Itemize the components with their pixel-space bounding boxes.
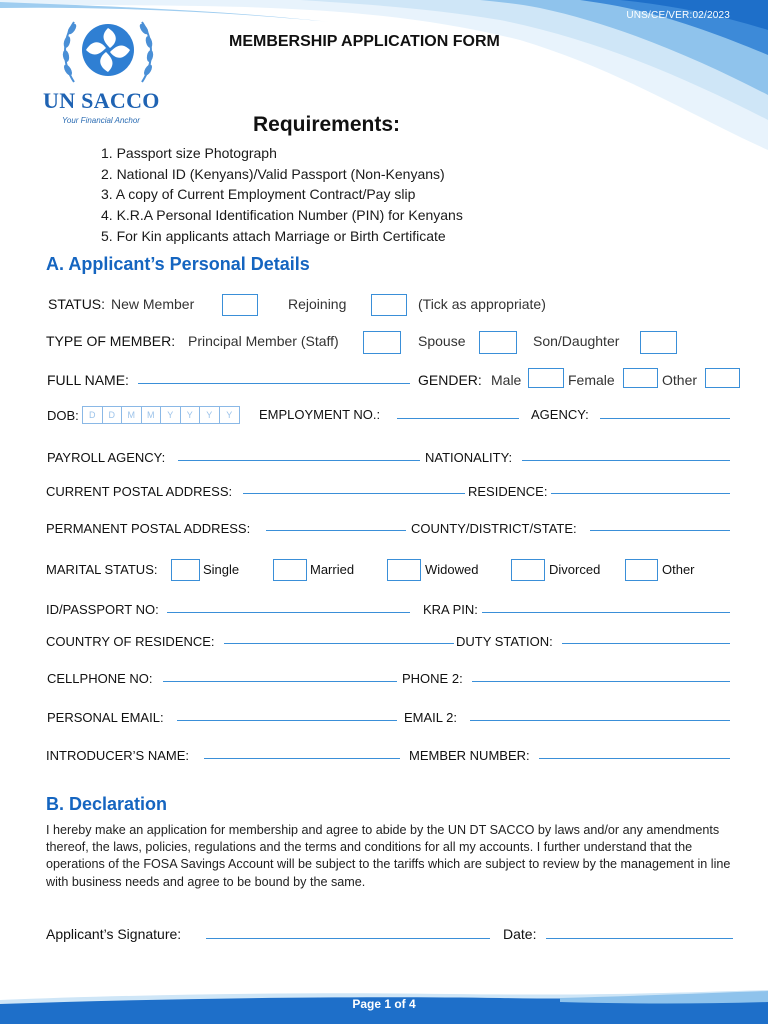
gender-option-other: Other — [662, 372, 698, 388]
form-version-code: UNS/CE/VER:02/2023 — [626, 10, 730, 21]
form-title: MEMBERSHIP APPLICATION FORM — [229, 33, 500, 50]
introducer-field[interactable] — [204, 758, 400, 759]
rejoining-checkbox[interactable] — [371, 294, 407, 316]
gender-other-checkbox[interactable] — [705, 368, 740, 388]
requirement-item: 3. A copy of Current Employment Contract/Pay slip — [101, 186, 416, 202]
married-checkbox[interactable] — [273, 559, 307, 581]
marital-option-widowed: Widowed — [425, 562, 479, 577]
id-passport-field[interactable] — [167, 612, 410, 613]
dob-cell: M — [142, 407, 162, 423]
marital-status-label: MARITAL STATUS: — [46, 562, 158, 577]
dob-cell: Y — [200, 407, 220, 423]
phone2-label: PHONE 2: — [402, 671, 463, 686]
residence-label: RESIDENCE: — [468, 484, 548, 499]
un-sacco-logo — [60, 12, 156, 90]
widowed-checkbox[interactable] — [387, 559, 421, 581]
declaration-text: I hereby make an application for membership and agree to abide by the UN DT SACCO by laws and/or any amendments thereof, the laws, policies, regulations and the terms and conditions for all my accounts. I further understand that the operations of the FOSA Savings Account will be subject to the tariffs which are subject to review by the management in line with business needs and agree to be bound by the same. — [46, 823, 731, 889]
payroll-agency-field[interactable] — [178, 460, 420, 461]
type-option-spouse: Spouse — [418, 333, 466, 349]
type-option-principal: Principal Member (Staff) — [188, 333, 339, 349]
full-name-label: FULL NAME: — [47, 372, 129, 388]
requirement-item: 4. K.R.A Personal Identification Number (PIN) for Kenyans — [101, 207, 463, 223]
dob-cell: Y — [181, 407, 201, 423]
personal-email-label: PERSONAL EMAIL: — [47, 710, 164, 725]
dob-cell: Y — [226, 410, 233, 420]
type-option-son-daughter: Son/Daughter — [533, 333, 620, 349]
agency-label: AGENCY: — [531, 407, 589, 422]
principal-member-checkbox[interactable] — [363, 331, 401, 354]
dob-cell: D — [103, 407, 123, 423]
status-option-rejoining: Rejoining — [288, 296, 347, 312]
cellphone-field[interactable] — [163, 681, 397, 682]
nationality-label: NATIONALITY: — [425, 450, 513, 465]
introducer-label: INTRODUCER’S NAME: — [46, 748, 190, 763]
dob-input[interactable] — [82, 406, 240, 424]
date-label: Date: — [503, 926, 537, 942]
marital-other-checkbox[interactable] — [625, 559, 658, 581]
dob-label: DOB: — [47, 408, 79, 423]
dob-cell: M — [122, 407, 142, 423]
nationality-field[interactable] — [522, 460, 730, 461]
marital-option-single: Single — [203, 562, 240, 577]
female-checkbox[interactable] — [623, 368, 658, 388]
signature-label: Applicant’s Signature: — [46, 926, 182, 942]
employment-no-field[interactable] — [397, 418, 519, 419]
date-field[interactable] — [546, 938, 733, 939]
marital-option-divorced: Divorced — [549, 562, 601, 577]
county-label: COUNTY/DISTRICT/STATE: — [411, 521, 577, 536]
id-passport-label: ID/PASSPORT NO: — [46, 602, 159, 617]
new-member-checkbox[interactable] — [222, 294, 258, 316]
full-name-field[interactable] — [138, 383, 410, 384]
email2-field[interactable] — [470, 720, 730, 721]
agency-field[interactable] — [600, 418, 730, 419]
tick-note: (Tick as appropriate) — [418, 296, 546, 312]
duty-station-field[interactable] — [562, 643, 730, 644]
requirement-item: 1. Passport size Photograph — [101, 145, 277, 161]
gender-option-female: Female — [568, 372, 615, 388]
current-postal-field[interactable] — [243, 493, 465, 494]
member-number-label: MEMBER NUMBER: — [409, 748, 530, 763]
divorced-checkbox[interactable] — [511, 559, 545, 581]
kra-pin-field[interactable] — [482, 612, 730, 613]
status-option-new-member: New Member — [111, 296, 195, 312]
brand-tagline: Your Financial Anchor — [62, 116, 140, 125]
personal-email-field[interactable] — [177, 720, 397, 721]
permanent-postal-label: PERMANENT POSTAL ADDRESS: — [46, 521, 251, 536]
permanent-postal-field[interactable] — [266, 530, 406, 531]
dob-cell: D — [83, 407, 103, 423]
son-daughter-checkbox[interactable] — [640, 331, 677, 354]
gender-label: GENDER: — [418, 372, 482, 388]
member-number-field[interactable] — [539, 758, 730, 759]
brand-name: UN SACCO — [43, 88, 160, 113]
requirement-item: 2. National ID (Kenyans)/Valid Passport (Non-Kenyans) — [101, 166, 445, 182]
country-residence-label: COUNTRY OF RESIDENCE: — [46, 634, 215, 649]
current-postal-label: CURRENT POSTAL ADDRESS: — [46, 484, 233, 499]
marital-option-other: Other — [662, 562, 695, 577]
phone2-field[interactable] — [472, 681, 730, 682]
email2-label: EMAIL 2: — [404, 710, 457, 725]
payroll-agency-label: PAYROLL AGENCY: — [47, 450, 166, 465]
requirements-title: Requirements: — [253, 113, 401, 136]
section-b-title: B. Declaration — [46, 794, 168, 814]
section-a-title: A. Applicant’s Personal Details — [46, 254, 310, 274]
spouse-checkbox[interactable] — [479, 331, 517, 354]
gender-option-male: Male — [491, 372, 522, 388]
kra-pin-label: KRA PIN: — [423, 602, 478, 617]
dob-cell: Y — [161, 407, 181, 423]
county-field[interactable] — [590, 530, 730, 531]
employment-no-label: EMPLOYMENT NO.: — [259, 407, 381, 422]
single-checkbox[interactable] — [171, 559, 200, 581]
country-residence-field[interactable] — [224, 643, 454, 644]
male-checkbox[interactable] — [528, 368, 564, 388]
requirement-item: 5. For Kin applicants attach Marriage or Birth Certificate — [101, 228, 446, 244]
cellphone-label: CELLPHONE NO: — [47, 671, 153, 686]
signature-field[interactable] — [206, 938, 490, 939]
status-label: STATUS: — [48, 296, 106, 312]
type-of-member-label: TYPE OF MEMBER: — [46, 333, 176, 349]
marital-option-married: Married — [310, 562, 355, 577]
page-number: Page 1 of 4 — [352, 997, 416, 1011]
residence-field[interactable] — [551, 493, 730, 494]
duty-station-label: DUTY STATION: — [456, 634, 553, 649]
